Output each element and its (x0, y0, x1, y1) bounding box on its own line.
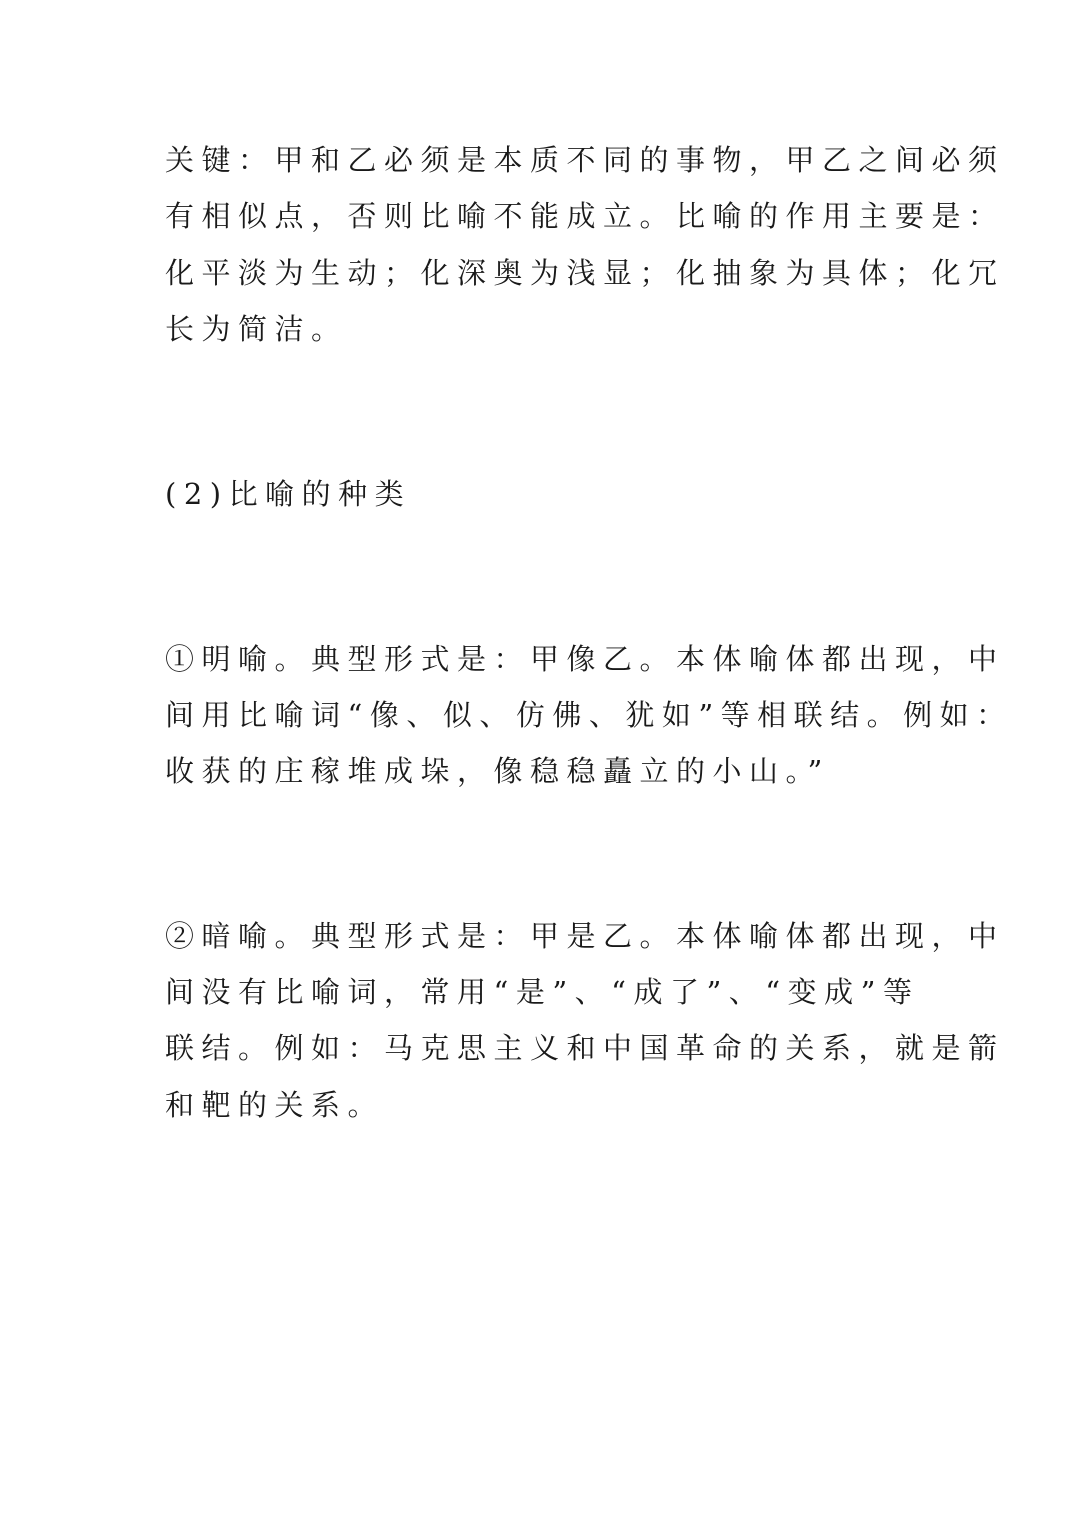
paragraph-1-line-2: 有相似点，否则比喻不能成立。比喻的作用主要是： (165, 199, 1005, 233)
paragraph-metaphor-line-3: 联结。例如：马克思主义和中国革命的关系，就是箭 (165, 1031, 1005, 1065)
paragraph-metaphor-line-1: ②暗喻。典型形式是：甲是乙。本体喻体都出现，中 (165, 919, 1005, 953)
section-heading: (2)比喻的种类 (165, 477, 412, 511)
paragraph-simile-line-2: 间用比喻词“像、似、仿佛、犹如”等相联结。例如： (165, 698, 1013, 732)
paragraph-1-line-1: 关键：甲和乙必须是本质不同的事物，甲乙之间必须 (165, 143, 1005, 177)
paragraph-1-line-3: 化平淡为生动；化深奥为浅显；化抽象为具体；化冗 (165, 256, 1005, 290)
paragraph-1-line-4: 长为简洁。 (165, 312, 348, 346)
paragraph-metaphor-line-2: 间没有比喻词，常用“是”、“成了”、“变成”等 (165, 975, 920, 1009)
paragraph-metaphor-line-4: 和靶的关系。 (165, 1088, 385, 1122)
paragraph-simile-line-3: 收获的庄稼堆成垛，像稳稳矗立的小山。” (165, 754, 830, 788)
paragraph-simile-line-1: ①明喻。典型形式是：甲像乙。本体喻体都出现，中 (165, 642, 1005, 676)
